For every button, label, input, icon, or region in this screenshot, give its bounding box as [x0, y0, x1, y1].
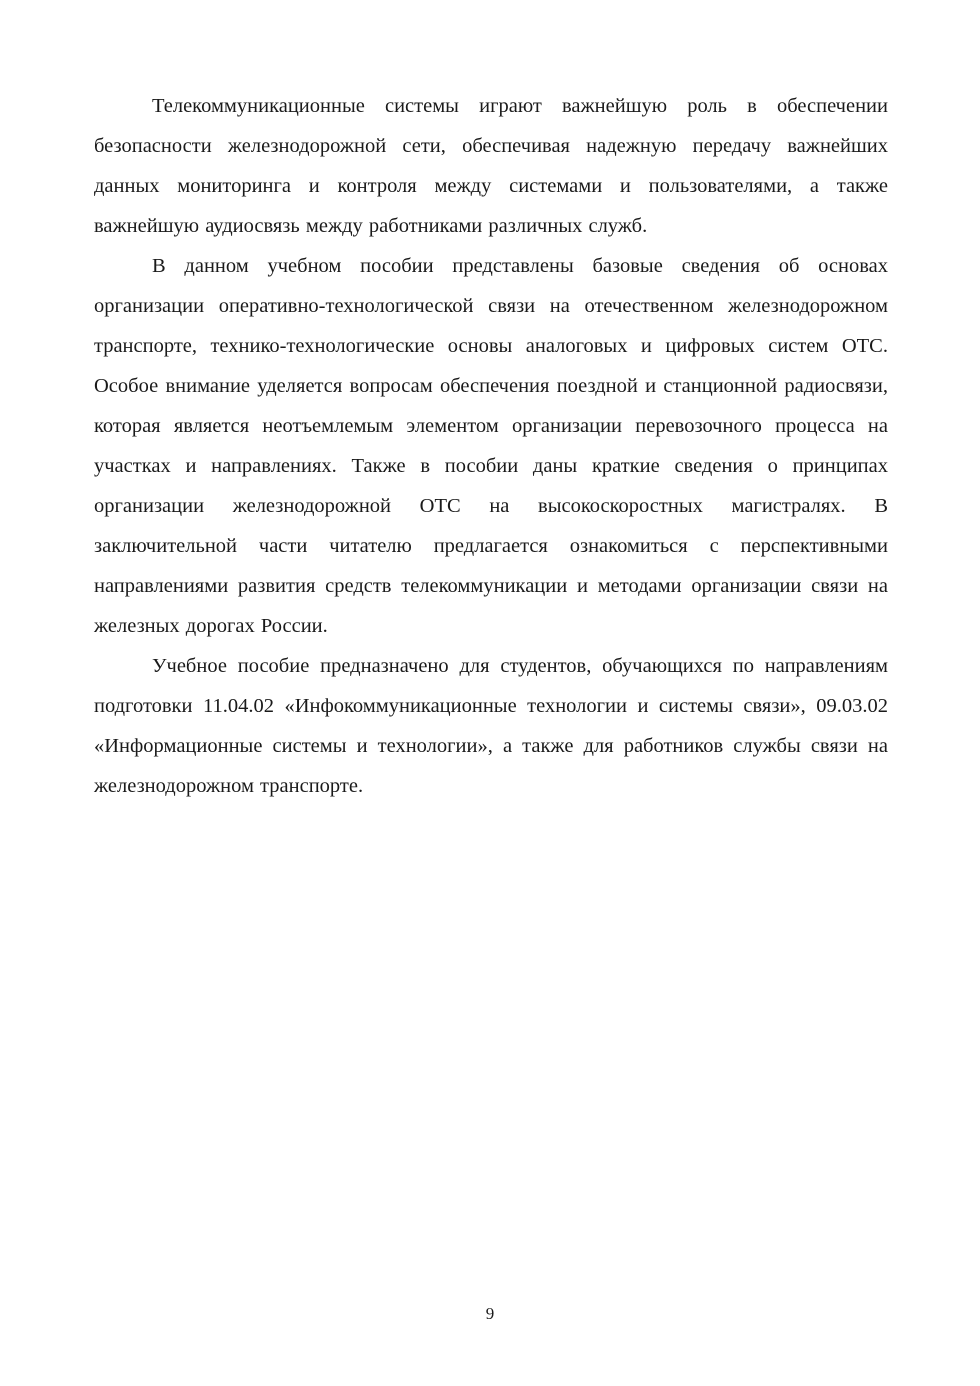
paragraph-intro: Телекоммуникационные системы играют важнейшую роль в обеспечении безопасности железнодорожной сети, обеспечивая надежную передачу важнейших данных мониторинга и контроля между системами и пользователями, а также важнейшую аудиосвязь между работниками различных служб.	[94, 95, 888, 237]
body-text	[94, 86, 888, 806]
paragraph-audience: Учебное пособие предназначено для студентов, обучающихся по направлениям подготовки 11.04.02 «Инфокоммуникационные технологии и системы связи», 09.03.02 «Информационные системы и технологии», а также для работников службы связи на железнодорожном транспорте.	[94, 655, 888, 797]
page-number: 9	[485, 1304, 495, 1323]
paragraph-contents-overview: В данном учебном пособии представлены базовые сведения об основах организации оперативно-технологической связи на отечественном железнодорожном транспорте, технико-технологические основы аналоговых и цифровых систем ОТС. Особое внимание уделяется вопросам обеспечения поездной и станционной радиосвязи, которая является неотъемлемым элементом организации перевозочного процесса на участках и направлениях. Также в пособии даны краткие сведения о принципах организации железнодорожной ОТС на высокоскоростных магистралях. В заключительной части читателю предлагается ознакомиться с перспективными направлениями развития средств телекоммуникации и методами организации связи на железных дорогах России.	[94, 255, 888, 637]
